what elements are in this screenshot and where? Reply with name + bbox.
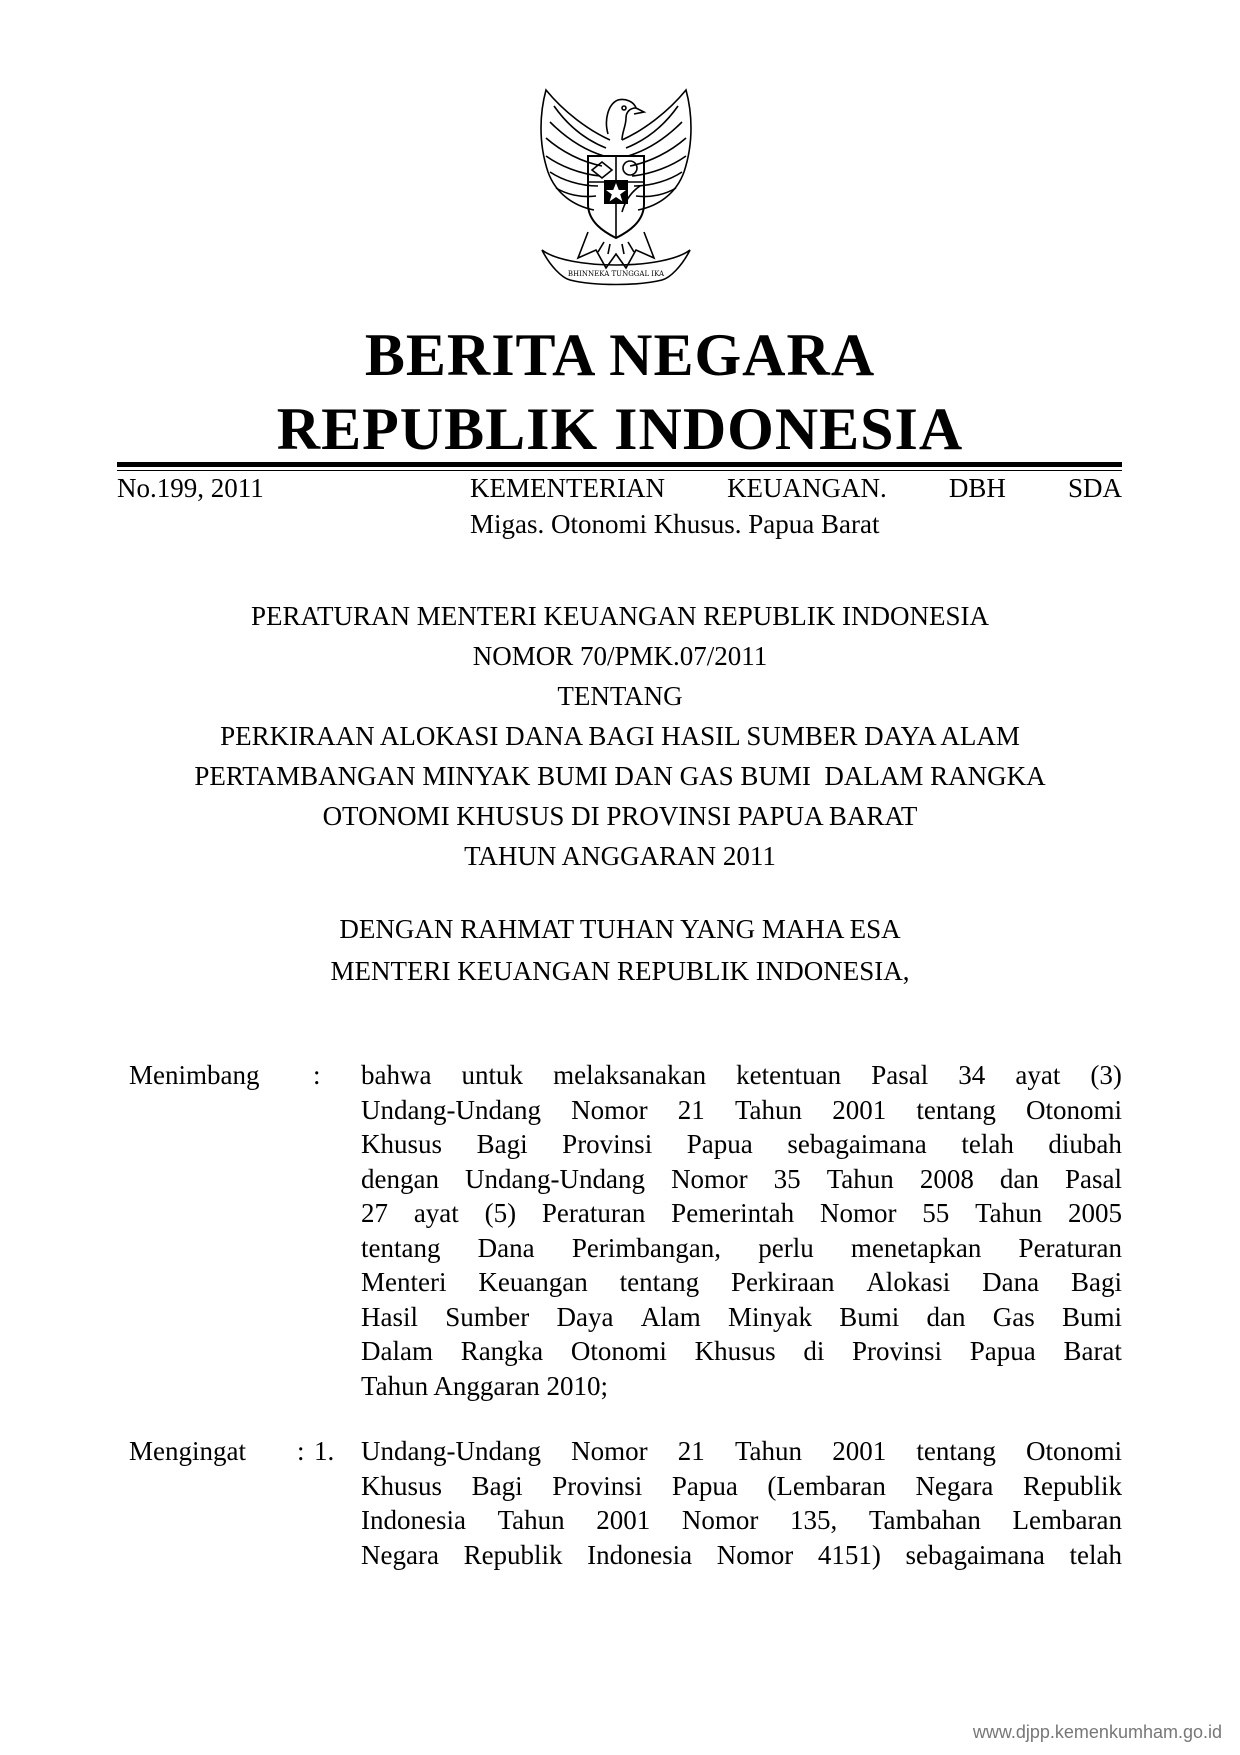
paragraph-word: 34 — [958, 1060, 986, 1090]
paragraph-word: 27 — [361, 1198, 388, 1228]
menimbang-paragraph — [361, 1058, 1122, 1403]
paragraph-word: Tahun — [734, 1436, 803, 1466]
paragraph-word: Sumber — [445, 1301, 530, 1332]
paragraph-word: Tahun — [497, 1505, 565, 1535]
header-rule — [117, 462, 1122, 467]
title-line: TAHUN ANGGARAN 2011 — [464, 841, 776, 871]
title-line: TENTANG — [557, 681, 683, 711]
opening-line: MENTERI KEUANGAN REPUBLIK INDONESIA, — [330, 956, 910, 986]
paragraph-line — [361, 1503, 1122, 1538]
paragraph-word: Indonesia — [361, 1505, 466, 1535]
subject-word: DBH — [948, 473, 1006, 503]
paragraph-word: untuk — [461, 1060, 524, 1090]
paragraph-word: Negara — [361, 1539, 439, 1570]
paragraph-word: Alam — [640, 1301, 701, 1332]
paragraph-word: Tambahan — [868, 1505, 981, 1535]
subject-line-2: Migas. Otonomi Khusus. Papua Barat — [470, 509, 880, 539]
mengingat-item-number: 1. — [314, 1436, 335, 1466]
paragraph-word: perlu — [758, 1232, 814, 1263]
paragraph-word: Alokasi — [866, 1267, 951, 1297]
paragraph-word: Bumi — [1061, 1301, 1122, 1332]
paragraph-line — [361, 1538, 1122, 1573]
paragraph-word: Republik — [463, 1539, 563, 1570]
paragraph-word: di — [803, 1336, 825, 1366]
paragraph-word: Gas — [992, 1301, 1035, 1332]
title-line: PERATURAN MENTERI KEUANGAN REPUBLIK INDONESIA — [251, 601, 989, 631]
paragraph-word: Provinsi — [552, 1470, 643, 1501]
paragraph-word: (Lembaran — [767, 1470, 886, 1501]
paragraph-line — [361, 1127, 1122, 1162]
paragraph-word: 21 — [677, 1094, 705, 1125]
paragraph-word: tentang — [361, 1232, 441, 1263]
masthead-subtitle: REPUBLIK INDONESIA — [276, 396, 964, 462]
paragraph-word: bahwa — [361, 1060, 432, 1090]
paragraph-word: diubah — [1048, 1129, 1122, 1159]
paragraph-word: Khusus — [361, 1129, 443, 1159]
title-line: OTONOMI KHUSUS DI PROVINSI PAPUA BARAT — [322, 801, 918, 831]
paragraph-word: Republik — [1022, 1470, 1122, 1501]
paragraph-word: 21 — [677, 1436, 705, 1466]
gazette-subject — [470, 470, 1122, 542]
mengingat-label: Mengingat — [129, 1436, 246, 1466]
masthead-title: BERITA NEGARA — [364, 322, 876, 388]
paragraph-line: Tahun Anggaran 2010; — [361, 1370, 609, 1401]
paragraph-word: Nomor — [671, 1163, 748, 1194]
paragraph-word: dan — [926, 1301, 966, 1332]
gazette-number: No.199, 2011 — [117, 473, 264, 503]
paragraph-word: Nomor — [681, 1505, 759, 1535]
paragraph-word: tentang — [916, 1094, 996, 1125]
paragraph-word: 2001 — [596, 1505, 651, 1535]
opening-line: DENGAN RAHMAT TUHAN YANG MAHA ESA — [339, 914, 901, 944]
paragraph-word: Dana — [982, 1267, 1040, 1297]
paragraph-word: Tahun — [826, 1163, 894, 1194]
paragraph-word: Otonomi — [1025, 1436, 1122, 1466]
paragraph-word: Otonomi — [1025, 1094, 1122, 1125]
paragraph-line — [361, 1334, 1122, 1369]
paragraph-word: Bagi — [1071, 1267, 1122, 1297]
paragraph-word: Rangka — [460, 1336, 544, 1366]
paragraph-word: menetapkan — [850, 1232, 982, 1263]
menimbang-colon: : — [313, 1060, 321, 1090]
paragraph-word: Pasal — [1064, 1163, 1122, 1194]
subject-line-1 — [470, 470, 1122, 506]
paragraph-word: Perkiraan — [731, 1267, 835, 1297]
paragraph-word: dengan — [361, 1163, 439, 1194]
paragraph-word: Peraturan — [541, 1198, 646, 1228]
paragraph-word: Nomor — [819, 1198, 897, 1228]
title-line: PERKIRAAN ALOKASI DANA BAGI HASIL SUMBER DAYA ALAM — [220, 721, 1020, 751]
paragraph-line — [361, 1434, 1122, 1469]
paragraph-word: Pasal — [871, 1060, 929, 1090]
paragraph-word: ayat — [1015, 1060, 1061, 1090]
paragraph-word: Undang-Undang — [361, 1436, 541, 1466]
paragraph-word: Tahun — [975, 1198, 1043, 1228]
paragraph-word: Undang-Undang — [465, 1163, 645, 1194]
svg-text:BHINNEKA TUNGGAL IKA: BHINNEKA TUNGGAL IKA — [567, 270, 665, 278]
paragraph-word: Minyak — [727, 1301, 812, 1332]
paragraph-word: (3) — [1090, 1060, 1122, 1090]
paragraph-word: Nomor — [716, 1539, 794, 1570]
paragraph-word: Papua — [686, 1129, 753, 1159]
paragraph-line — [361, 1265, 1122, 1300]
paragraph-word: Barat — [1063, 1336, 1122, 1366]
paragraph-word: tentang — [619, 1267, 700, 1297]
paragraph-word: Papua — [671, 1470, 738, 1501]
paragraph-word: Dana — [477, 1232, 535, 1263]
subject-word: SDA — [1067, 473, 1122, 503]
paragraph-word: 2005 — [1067, 1198, 1122, 1228]
paragraph-word: Tahun — [734, 1094, 803, 1125]
opening-formula — [0, 908, 1240, 992]
mengingat-paragraph — [361, 1434, 1122, 1572]
paragraph-word: 35 — [773, 1163, 801, 1194]
paragraph-line — [361, 1162, 1122, 1197]
paragraph-word: dan — [999, 1163, 1039, 1194]
menimbang-label: Menimbang — [129, 1060, 260, 1090]
regulation-title — [0, 596, 1240, 876]
paragraph-word: Otonomi — [570, 1336, 667, 1366]
paragraph-word: Khusus — [694, 1336, 776, 1366]
paragraph-line — [361, 1093, 1122, 1128]
paragraph-word: Dalam — [361, 1336, 433, 1366]
paragraph-word: Bagi — [476, 1129, 528, 1159]
paragraph-word: Pemerintah — [671, 1198, 795, 1228]
subject-word: KEUANGAN. — [727, 473, 887, 503]
paragraph-word: tentang — [916, 1436, 996, 1466]
paragraph-word: melaksanakan — [553, 1060, 707, 1090]
paragraph-word: Lembaran — [1012, 1505, 1122, 1535]
paragraph-word: telah — [961, 1129, 1014, 1159]
paragraph-word: 135, — [790, 1505, 838, 1535]
paragraph-word: ayat — [413, 1198, 459, 1228]
paragraph-word: Negara — [915, 1470, 994, 1501]
title-line: NOMOR 70/PMK.07/2011 — [472, 641, 768, 671]
paragraph-word: Papua — [969, 1336, 1036, 1366]
paragraph-word: Provinsi — [852, 1336, 943, 1366]
paragraph-word: Undang-Undang — [361, 1094, 541, 1125]
paragraph-word: Keuangan — [478, 1267, 588, 1297]
paragraph-word: Perimbangan, — [571, 1232, 722, 1263]
paragraph-line — [361, 1231, 1122, 1266]
paragraph-word: Peraturan — [1018, 1232, 1122, 1263]
paragraph-word: Bagi — [471, 1470, 523, 1501]
paragraph-word: Menteri — [361, 1267, 447, 1297]
paragraph-line — [361, 1300, 1122, 1335]
paragraph-word: ketentuan — [736, 1060, 842, 1090]
garuda-pancasila-emblem-icon — [518, 82, 714, 294]
paragraph-word: 2008 — [919, 1163, 974, 1194]
paragraph-word: Khusus — [361, 1470, 443, 1501]
subject-word: KEMENTERIAN — [470, 473, 665, 503]
paragraph-word: 4151) — [817, 1539, 881, 1570]
paragraph-word: sebagaimana — [905, 1539, 1045, 1570]
paragraph-word: telah — [1069, 1539, 1122, 1570]
paragraph-word: Nomor — [571, 1436, 648, 1466]
paragraph-line — [361, 1469, 1122, 1504]
footer-url: www.djpp.kemenkumham.go.id — [972, 1722, 1222, 1742]
paragraph-word: Daya — [556, 1301, 614, 1332]
paragraph-word: Bumi — [839, 1301, 900, 1332]
paragraph-word: sebagaimana — [787, 1129, 927, 1159]
paragraph-word: (5) — [484, 1198, 517, 1228]
paragraph-line — [361, 1058, 1122, 1093]
paragraph-word: Indonesia — [587, 1539, 693, 1570]
paragraph-word: 2001 — [832, 1094, 887, 1125]
paragraph-line — [361, 1196, 1122, 1231]
title-line: PERTAMBANGAN MINYAK BUMI DAN GAS BUMI DALAM RANGKA — [194, 761, 1046, 791]
mengingat-colon: : — [297, 1436, 305, 1466]
paragraph-word: 2001 — [832, 1436, 887, 1466]
paragraph-word: Provinsi — [562, 1129, 653, 1159]
paragraph-word: Nomor — [571, 1094, 648, 1125]
paragraph-word: Hasil — [361, 1301, 418, 1332]
paragraph-word: 55 — [922, 1198, 950, 1228]
